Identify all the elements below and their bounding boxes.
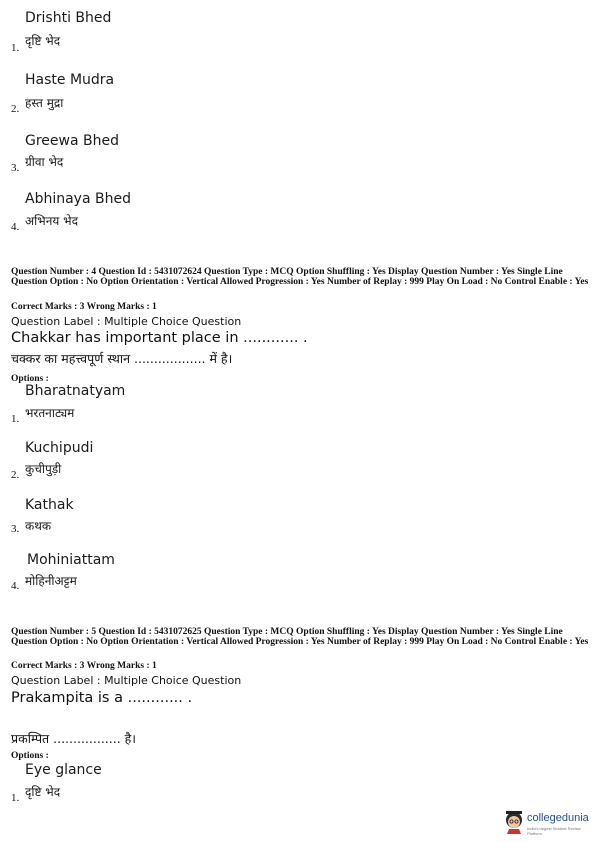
options-label: Options : [11,751,49,761]
question-label: Question Label : Multiple Choice Question [11,674,242,687]
option-english: Haste Mudra [25,72,115,88]
option-number: 3. [11,162,20,174]
question-label: Question Label : Multiple Choice Question [11,315,242,328]
question-marks: Correct Marks : 3 Wrong Marks : 1 [11,302,157,312]
question-text-hindi: प्रकम्पित ................. है। [11,731,137,746]
option-english: Drishti Bhed [25,10,112,26]
option-english: Kuchipudi [25,440,94,456]
option-english: Eye glance [25,762,102,778]
option-hindi: भरतनाट्यम [25,406,75,420]
options-label: Options : [11,374,49,384]
option-number: 1. [11,42,20,54]
question-meta: Question Number : 5 Question Id : 5431072625 Question Type : MCQ Option Shuffling : Yes Display Question Number : Yes Single Line Question Option : No Option Orientation : Vertical Allowed Progression : Yes Number of Replay : 999 Play On Load : No Control Enable : Yes [11,627,589,647]
option-number: 2. [11,469,20,481]
option-english: Kathak [25,497,74,513]
logo-tagline: India's largest Student Review Platform [527,826,581,836]
option-number: 1. [11,413,20,425]
collegedunia-logo [503,808,591,838]
option-number: 4. [11,580,20,592]
question-meta: Question Number : 4 Question Id : 5431072624 Question Type : MCQ Option Shuffling : Yes Display Question Number : Yes Single Line Question Option : No Option Orientation : Vertical Allowed Progression : Yes Number of Replay : 999 Play On Load : No Control Enable : Yes [11,267,589,287]
option-english: Mohiniattam [27,552,115,568]
question-text-english: Prakampita is a ............ . [11,690,193,706]
option-hindi: कथक [25,519,52,533]
option-english: Bharatnatyam [25,383,126,399]
option-hindi: अभिनय भेद [25,214,78,228]
option-hindi: हस्त मुद्रा [25,96,64,110]
option-hindi: कुचीपुड़ी [25,462,62,476]
option-number: 2. [11,103,20,115]
option-number: 3. [11,523,20,535]
option-number: 1. [11,792,20,804]
option-english: Greewa Bhed [25,133,119,149]
option-number: 4. [11,221,20,233]
option-hindi: दृष्टि भेद [25,785,61,799]
option-hindi: दृष्टि भेद [25,34,61,48]
mascot-icon [503,808,525,834]
question-text-english: Chakkar has important place in ............ . [11,330,308,346]
question-text-hindi: चक्कर का महत्त्वपूर्ण स्थान .................. में है। [11,351,233,366]
option-hindi: ग्रीवा भेद [25,155,64,169]
logo-name: collegedunia [527,812,589,824]
option-hindi: मोहिनीअट्टम [25,574,77,588]
question-marks: Correct Marks : 3 Wrong Marks : 1 [11,661,157,671]
option-english: Abhinaya Bhed [25,191,131,207]
